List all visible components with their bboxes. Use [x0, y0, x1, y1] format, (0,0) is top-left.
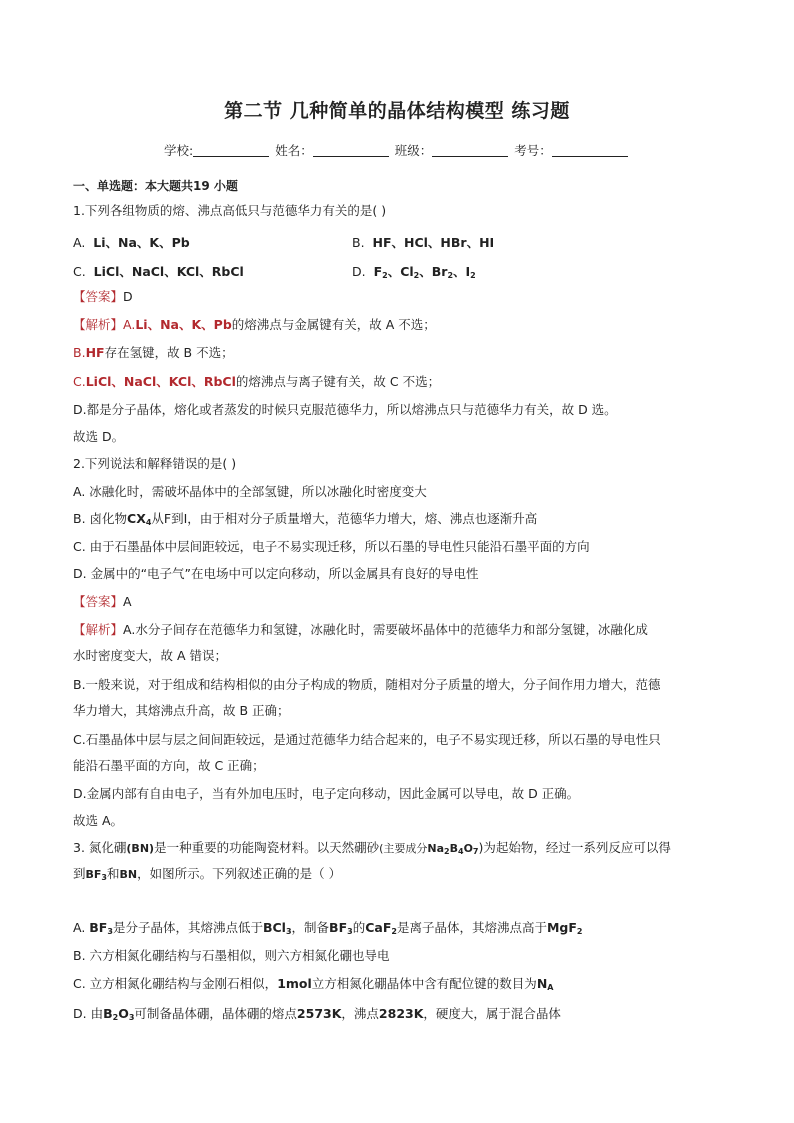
- q1-option-b: [352, 233, 494, 251]
- q2-analysis-line-4: 华力增大，其熔沸点升高，故 B 正确；: [73, 703, 290, 718]
- q1-option-d-prefix: D.: [352, 264, 366, 279]
- name-blank[interactable]: [313, 144, 389, 157]
- q1-option-a-text: Li、Na、K、Pb: [93, 235, 190, 250]
- q1-option-a: [73, 233, 190, 251]
- q2-stem: 2.下列说法和解释错误的是( ): [73, 456, 237, 471]
- class-label: 班级：: [394, 143, 433, 158]
- section-heading: 一、单选题：本大题共19 小题: [73, 179, 238, 193]
- q1-option-c-text: LiCl、NaCl、KCl、RbCl: [93, 264, 244, 279]
- q1-option-b-text: HF、HCl、HBr、HI: [372, 235, 495, 250]
- q1-answer: [73, 289, 133, 305]
- q2-option-d: D. 金属中的“电子气”在电场中可以定向移动，所以金属具有良好的导电性: [73, 566, 479, 581]
- q1-analysis-line-2: B.HF存在氢键，故 B 不选；: [73, 345, 234, 360]
- class-blank[interactable]: [432, 144, 508, 157]
- exam-number-label: 考号：: [514, 143, 552, 158]
- name-label: 姓名：: [275, 143, 313, 158]
- q1-option-d-text: $F_2$、$Cl_2$、$Br_2$、$I_2$: [373, 264, 476, 280]
- exam-number-blank[interactable]: [552, 144, 628, 157]
- q1-answer-tag: 【答案】: [73, 289, 124, 304]
- q2-answer-value: A: [123, 594, 132, 609]
- q1-option-a-prefix: A.: [73, 235, 86, 250]
- q1-option-c: [73, 262, 244, 280]
- q2-analysis-line-3: B.一般来说，对于组成和结构相似的由分子构成的物质，随相对分子质量的增大，分子间作用力增大，范德: [73, 677, 661, 692]
- q1-option-c-prefix: C.: [73, 264, 86, 279]
- q2-analysis-line-1: 【解析】A.水分子间存在范德华力和氢键，冰融化时，需要破坏晶体中的范德华力和部分氢键，冰融化成: [73, 622, 648, 637]
- q1-analysis-line-1: 【解析】A.Li、Na、K、Pb的熔沸点与金属键有关，故 A 不选；: [73, 317, 436, 332]
- q1-answer-value: D: [123, 289, 133, 304]
- q2-analysis-line-5: C.石墨晶体中层与层之间间距较远，是通过范德华力结合起来的，电子不易实现迁移，所以石墨的导电性只: [73, 732, 661, 747]
- q2-analysis-line-7: D.金属内部有自由电子，当有外加电压时，电子定向移动，因此金属可以导电，故 D 正确。: [73, 786, 580, 801]
- q3-option-c: C. 立方相氮化硼结构与金刚石相似，1mol立方相氮化硼晶体中含有配位键的数目为$N_A$: [73, 976, 554, 992]
- q2-analysis-line-6: 能沿石墨平面的方向，故 C 正确；: [73, 758, 265, 773]
- q2-answer-tag: 【答案】: [73, 594, 124, 609]
- q3-stem-line-1: 3. 氮化硼(BN)是一种重要的功能陶瓷材料。以天然硼砂(主要成分$Na_2B_4O_7$)为起始物，经过一系列反应可以得: [73, 840, 671, 856]
- q1-analysis-tag: 【解析】: [73, 317, 124, 332]
- q2-analysis-tag: 【解析】: [73, 622, 124, 637]
- q1-option-d: [352, 262, 476, 280]
- q1-analysis-line-4: D.都是分子晶体，熔化或者蒸发的时候只克服范德华力，所以熔沸点只与范德华力有关，故 D 选。: [73, 402, 617, 417]
- page-title: 第二节 几种简单的晶体结构模型 练习题: [224, 100, 570, 122]
- q1-analysis-line-3: C.LiCl、NaCl、KCl、RbCl的熔沸点与离子键有关，故 C 不选；: [73, 374, 441, 389]
- q3-option-d: D. 由$B_2O_3$可制备晶体硼，晶体硼的熔点2573K，沸点2823K，硬度大，属于混合晶体: [73, 1006, 561, 1022]
- q2-conclusion: 故选 A。: [73, 813, 124, 828]
- q3-option-a: A. $BF_3$是分子晶体，其熔沸点低于BCl$_3$，制备$BF_3$的CaF$_2$是离子晶体，其熔沸点高于MgF$_2$: [73, 920, 583, 936]
- q3-option-b: B. 六方相氮化硼结构与石墨相似，则六方相氮化硼也导电: [73, 948, 390, 963]
- q2-option-c: C. 由于石墨晶体中层间距较远，电子不易实现迁移，所以石墨的导电性只能沿石墨平面的方向: [73, 539, 590, 554]
- q2-analysis-line-2: 水时密度变大，故 A 错误；: [73, 648, 227, 663]
- q1-option-b-prefix: B.: [352, 235, 365, 250]
- q3-stem-line-2: 到$BF_3$和BN，如图所示。下列叙述正确的是（ ）: [73, 866, 342, 882]
- student-info-row: [164, 141, 630, 159]
- q1-conclusion: 故选 D。: [73, 429, 125, 444]
- q2-option-a: A. 冰融化时，需破坏晶体中的全部氢键，所以冰融化时密度变大: [73, 484, 427, 499]
- school-blank[interactable]: [193, 144, 269, 157]
- school-label: 学校:: [164, 143, 194, 158]
- q2-answer: [73, 594, 132, 610]
- q2-option-b: B. 卤化物$CX_4$从F到I，由于相对分子质量增大，范德华力增大，熔、沸点也逐渐升高: [73, 511, 538, 527]
- q1-stem: 1.下列各组物质的熔、沸点高低只与范德华力有关的是( ): [73, 203, 387, 218]
